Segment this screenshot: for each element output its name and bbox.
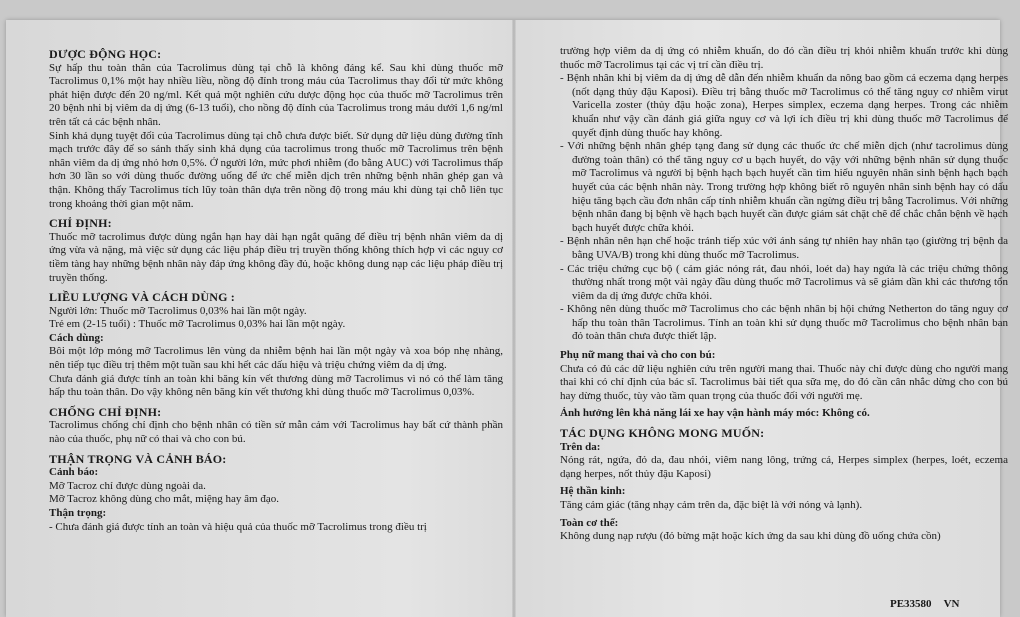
warning-subheading: Cảnh báo: [49, 466, 99, 479]
pharmacokinetics-paragraph-2: Sinh khả dụng tuyệt đối của Tacrolimus dùng tại chỗ chưa được biết. Sử dụng dữ liệu dùng đường tĩnh mạch trước đây để so sánh thấy sinh khả dụng của tacrolimus trong thuốc mỡ Tacrolimus trên bệnh nhân viêm da dị ứng nhỏ hơn 0,5%. Ở người lớn, mức phơi nhiễm (đo bằng AUC) với Tacrolimus thấp hơn 30 lần so với dùng thuốc đường uống để ức chế miễn dịch trên những bệnh nhân ghép gan và thận. Không thấy Tacrolimus tích lũy toàn thân dựa trên nồng độ trong máu khi dùng tại chỗ liên tục trong khoảng thời gian một năm. [49, 129, 503, 210]
nerve-heading: Hệ thần kinh: [560, 485, 626, 498]
usage-paragraph-2: Chưa đánh giá được tính an toàn khi băng kín vết thương dùng mỡ Tacrolimus vì nó có thể làm tăng hấp thu toàn thân. Do vậy không nên băng kín vết thương khi dùng thuốc mỡ Tacrolimus 0,03%. [49, 372, 503, 399]
dosage-adult: Người lớn: Thuốc mỡ Tacrolimus 0,03% hai lần một ngày. [49, 304, 307, 317]
warning-line-2: Mỡ Tacroz không dùng cho mắt, miệng hay âm đạo. [49, 493, 279, 506]
caution-subheading: Thận trọng: [49, 507, 107, 519]
skin-paragraph: Nóng rát, ngứa, đỏ da, đau nhói, viêm nang lông, trứng cá, Herpes simplex (herpes, loét, eczema dạng herpes, nốt thủy đậu Kaposi) [560, 454, 1008, 480]
warnings-heading: THẬN TRỌNG VÀ CẢNH BÁO: [49, 451, 227, 466]
body-heading: Toàn cơ thể: [560, 516, 619, 529]
indications-paragraph: Thuốc mỡ tacrolimus được dùng ngắn hạn hay dài hạn ngắt quãng để điều trị bệnh nhân viêm da dị ứng vừa và nặng, mà việc sử dụng các liệu pháp điều trị truyền thống không thích hợp vì các nguy cơ tiềm tàng hay những bệnh nhân này đáp ứng không đầy đủ, hoặc không dung nạp các liệu pháp điều trị truyền thống. [49, 230, 503, 284]
caution-bullet-5: - Không nên dùng thuốc mỡ Tacrolimus cho các bệnh nhân bị hội chứng Netherton do tăng nguy cơ hấp thu toàn thân Tacrolimus. Tính an toàn khi sử dụng thuốc mỡ Tacrolimus cho bệnh nhân ban đỏ toàn thân chưa được thiết lập. [560, 303, 1008, 343]
usage-paragraph-1: Bôi một lớp mỏng mỡ Tacrolimus lên vùng da nhiễm bệnh hai lần một ngày và xoa bóp nhẹ nhàng, nên tiếp tục điều trị thêm một tuần sau khi hết các dấu hiệu và triệu chứng viêm da dị ứng. [49, 345, 503, 372]
pharmacokinetics-heading: DƯỢC ĐỘNG HỌC: [49, 47, 162, 61]
caution-bullet-1: - Bệnh nhân khi bị viêm da dị ứng dễ dẫn đến nhiễm khuẩn da nông bao gồm cả eczema dạng herpes (nốt dạng thủy đậu Kaposi). Điều trị bằng thuốc mỡ Tacrolimus có thể tăng nguy cơ nhiễm virut Varicella zoster (thủy đậu hoặc zona), Herpes simplex, eczema dạng herpes. Trong các nhiễm khuẩn như vậy cần đánh giá giữa nguy cơ và lợi ích điều trị khi dùng thuốc mỡ Tacrolimus để quyết định dùng thuốc hay không. [560, 72, 1008, 139]
pregnancy-paragraph: Chưa có đủ các dữ liệu nghiên cứu trên người mang thai. Thuốc này chỉ được dùng cho người mang thai khi có chỉ định của bác sĩ. Tacrolimus bài tiết qua sữa mẹ, do đó cần cân nhắc dừng cho con bú hay dừng thuốc, tùy vào tầm quan trọng của thuốc đối với người mẹ. [560, 362, 1008, 402]
caution-continued: trường hợp viêm da dị ứng có nhiễm khuẩn, do đó cần điều trị khỏi nhiễm khuẩn trước khi dùng thuốc mỡ Tacrolimus tại các vị trí cần điều trị. [560, 45, 1008, 71]
caution-bullet-3: - Bệnh nhân nên hạn chế hoặc tránh tiếp xúc với ánh sáng tự nhiên hay nhân tạo (giường trị bệnh da bằng UVA/B) trong khi dùng thuốc mỡ Tacrolimus. [560, 235, 1008, 261]
indications-heading: CHỈ ĐỊNH: [49, 216, 112, 231]
caution-bullet-2: - Với những bệnh nhân ghép tạng đang sử dụng các thuốc ức chế miễn dịch (như tacrolimus dùng đường toàn thân) có thể tăng nguy cơ u bạch huyết, do vậy với những bệnh nhân sử dụng thuốc mỡ Tacrolimus và người bị bệnh hạch bạch huyết cần tìm hiểu nguyên nhân sinh bệnh hạch bạch huyết của các bệnh nhân này. Trong trường hợp không biết rõ nguyên nhân sinh bệnh hay có dấu hiệu tăng bạch cầu đơn nhân cấp tính nhiễm khuẩn cần ngừng điều trị bằng Tacrolimus. Với những bệnh nhân đang bị bệnh về hạch bạch huyết cần được giám sát chặt chẽ để chắc chắn bệnh về hạch bạch huyết được chữa khỏi. [560, 140, 1008, 234]
caution-line-1: - Chưa đánh giá được tính an toàn và hiệu quả của thuốc mỡ Tacrolimus trong điều trị [49, 520, 427, 533]
adverse-heading: TÁC DỤNG KHÔNG MONG MUỐN: [560, 426, 765, 441]
usage-heading: Cách dùng: [49, 331, 104, 344]
warning-line-1: Mỡ Tacroz chỉ được dùng ngoài da. [49, 479, 206, 492]
body-paragraph: Không dung nạp rượu (đỏ bừng mặt hoặc kích ứng da sau khi dùng đồ uống chứa cồn) [560, 530, 941, 543]
page-fold [512, 20, 516, 617]
pregnancy-heading: Phụ nữ mang thai và cho con bú: [560, 349, 716, 362]
dosage-child: Trẻ em (2-15 tuổi) : Thuốc mỡ Tacrolimus 0,03% hai lần một ngày. [49, 318, 346, 331]
driving-line: Ảnh hưởng lên khả năng lái xe hay vận hành máy móc: Không có. [560, 407, 870, 420]
document-code [890, 598, 971, 610]
left-column [49, 48, 503, 534]
pharmacokinetics-paragraph-1: Sự hấp thu toàn thân của Tacrolimus dùng tại chỗ là không đáng kể. Sau khi dùng thuốc mỡ Tacrolimus 0,1% một hay nhiều liều, nồng độ đỉnh trong máu của Tacrolimus thay đổi từ mức không phát hiện được đến 20 ng/ml. Kết quả một nghiên cứu dược động học của thuốc mỡ Tacrolimus trên 20 bệnh nhi bị viêm da dị ứng (6-13 tuổi), cho nồng độ đỉnh của Tacrolimus trong máu dưới 1,6 ng/ml trên tất cả các bệnh nhân. [49, 61, 503, 128]
skin-heading: Trên da: [560, 440, 601, 453]
document-code-number: PE33580 [890, 598, 932, 610]
contraindications-heading: CHỐNG CHỈ ĐỊNH: [49, 404, 162, 419]
dosage-heading: LIỀU LƯỢNG VÀ CÁCH DÙNG : [49, 290, 236, 305]
nerve-paragraph: Tăng cảm giác (tăng nhạy cảm trên da, đặc biệt là với nóng và lạnh). [560, 499, 863, 511]
contraindications-paragraph: Tacrolimus chống chỉ định cho bệnh nhân có tiền sử mẫn cảm với Tacrolimus hay bất cứ thành phần nào của thuốc, phụ nữ có thai và cho con bú. [49, 419, 503, 446]
right-column [560, 45, 1008, 544]
document-language: VN [943, 598, 960, 610]
caution-bullet-4: - Các triệu chứng cục bộ ( cảm giác nóng rát, đau nhói, loét da) hay ngứa là các triệu chứng thông thường nhất trong một vài ngày đầu dùng thuốc mỡ Tacrolimus và sẽ giảm dần khi các thương tổn viêm da dị ứng được chữa khỏi. [560, 262, 1008, 302]
